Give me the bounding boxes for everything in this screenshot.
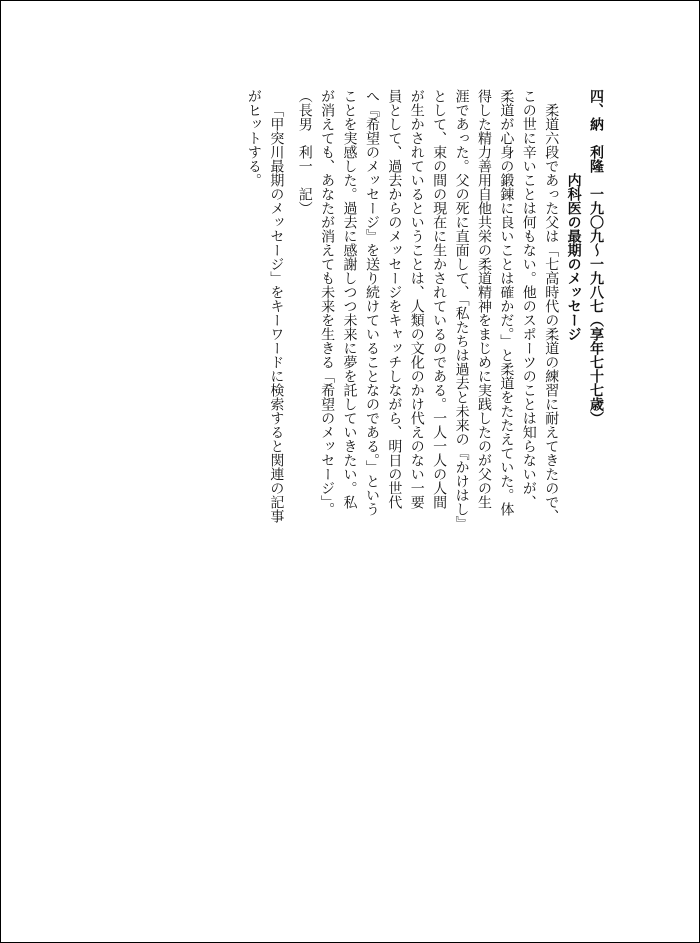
vertical-text-block — [243, 89, 608, 530]
body-line: 柔道六段であった父は「七高時代の柔道の練習に耐えてきたので、 — [543, 103, 560, 523]
body-line: が消えても、あなたが消えても未来を生きる「希望のメッセージ」。 — [319, 89, 336, 516]
section-subtitle: 内科医の最期のメッセージ — [565, 173, 582, 341]
body-line: この世に辛いことは何もない。他のスポーツのことは知らないが、 — [520, 89, 537, 509]
body-line: ことを実感した。過去に感謝しつつ未来に夢を託していきたい。私 — [341, 89, 358, 509]
note-line: がヒットする。 — [245, 89, 262, 187]
signature: （長男 利一 記） — [296, 89, 313, 215]
body-line: へ『希望のメッセージ』を送り続けていることなのである。」という — [363, 89, 380, 516]
body-line: 得した精力善用自他共栄の柔道精神をまじめに実践したのが父の生 — [475, 89, 492, 509]
body-line: が生かされているということは、人類の文化のかけ代えのない一要 — [408, 89, 425, 509]
body-line: として、束の間の現在に生かされているのである。一人一人の人間 — [431, 89, 448, 509]
note-line: 「甲突川最期のメッセージ」をキーワードに検索すると関連の記事 — [268, 103, 285, 523]
section-heading: 四、納 利隆 一九〇九～一九八七（享年七十七歳） — [588, 89, 604, 425]
body-line: 柔道が心身の鍛錬に良いことは確かだ。」と柔道をたたえていた。体 — [498, 89, 515, 516]
body-line: 員として、過去からのメッセージをキャッチしながら、明日の世代 — [386, 89, 403, 509]
body-line: 涯であった。父の死に直面して、「私たちは過去と未来の『かけはし』 — [453, 89, 470, 530]
